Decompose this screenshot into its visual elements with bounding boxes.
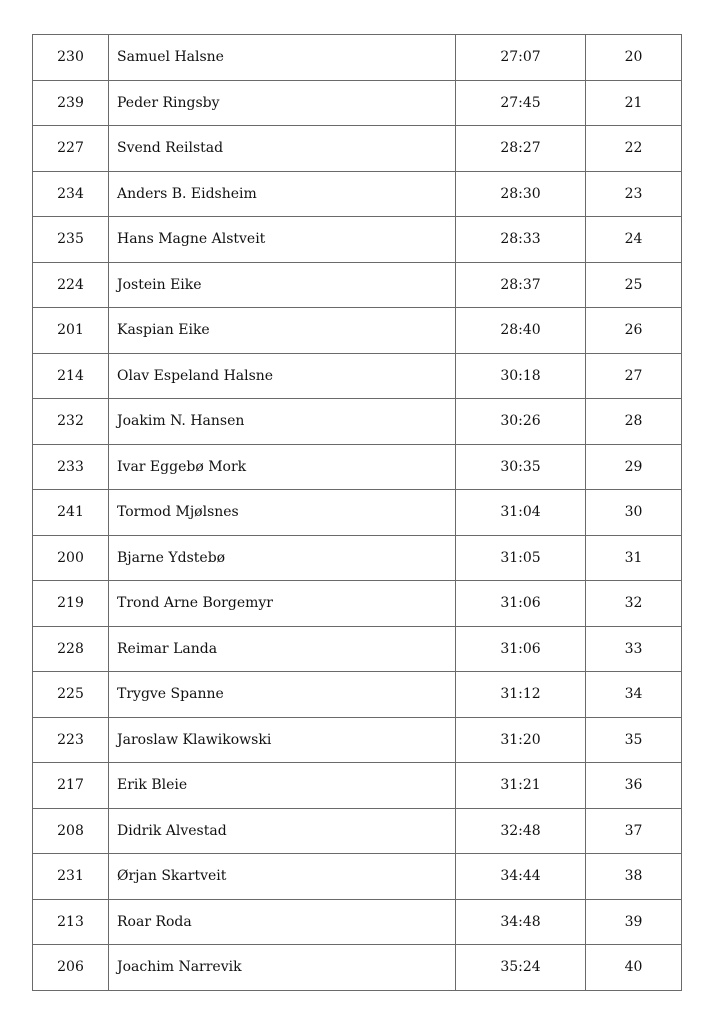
- finish-time-cell: 31:20: [456, 717, 586, 763]
- placement-cell: 30: [586, 490, 682, 536]
- athlete-name-cell: Tormod Mjølsnes: [109, 490, 456, 536]
- table-row: [33, 262, 682, 308]
- bib-number-cell: 225: [33, 672, 109, 718]
- athlete-name-cell: Anders B. Eidsheim: [109, 171, 456, 217]
- bib-number-cell: 213: [33, 899, 109, 945]
- bib-number-cell: 224: [33, 262, 109, 308]
- finish-time-cell: 28:33: [456, 217, 586, 263]
- placement-cell: 22: [586, 126, 682, 172]
- placement-cell: 24: [586, 217, 682, 263]
- finish-time-cell: 32:48: [456, 808, 586, 854]
- placement-cell: 39: [586, 899, 682, 945]
- bib-number-cell: 201: [33, 308, 109, 354]
- placement-cell: 20: [586, 35, 682, 81]
- table-row: [33, 35, 682, 81]
- bib-number-cell: 231: [33, 854, 109, 900]
- finish-time-cell: 34:48: [456, 899, 586, 945]
- finish-time-cell: 28:40: [456, 308, 586, 354]
- finish-time-cell: 31:21: [456, 763, 586, 809]
- table-row: [33, 535, 682, 581]
- table-row: [33, 171, 682, 217]
- bib-number-cell: 230: [33, 35, 109, 81]
- placement-cell: 28: [586, 399, 682, 445]
- placement-cell: 21: [586, 80, 682, 126]
- placement-cell: 37: [586, 808, 682, 854]
- results-body: [33, 35, 682, 991]
- placement-cell: 34: [586, 672, 682, 718]
- bib-number-cell: 241: [33, 490, 109, 536]
- bib-number-cell: 233: [33, 444, 109, 490]
- athlete-name-cell: Roar Roda: [109, 899, 456, 945]
- bib-number-cell: 223: [33, 717, 109, 763]
- table-row: [33, 581, 682, 627]
- athlete-name-cell: Erik Bleie: [109, 763, 456, 809]
- athlete-name-cell: Kaspian Eike: [109, 308, 456, 354]
- athlete-name-cell: Reimar Landa: [109, 626, 456, 672]
- placement-cell: 23: [586, 171, 682, 217]
- placement-cell: 26: [586, 308, 682, 354]
- placement-cell: 27: [586, 353, 682, 399]
- table-row: [33, 763, 682, 809]
- finish-time-cell: 34:44: [456, 854, 586, 900]
- athlete-name-cell: Trond Arne Borgemyr: [109, 581, 456, 627]
- finish-time-cell: 30:35: [456, 444, 586, 490]
- athlete-name-cell: Olav Espeland Halsne: [109, 353, 456, 399]
- athlete-name-cell: Didrik Alvestad: [109, 808, 456, 854]
- athlete-name-cell: Hans Magne Alstveit: [109, 217, 456, 263]
- placement-cell: 40: [586, 945, 682, 991]
- finish-time-cell: 31:05: [456, 535, 586, 581]
- athlete-name-cell: Joachim Narrevik: [109, 945, 456, 991]
- finish-time-cell: 35:24: [456, 945, 586, 991]
- table-row: [33, 626, 682, 672]
- athlete-name-cell: Ivar Eggebø Mork: [109, 444, 456, 490]
- athlete-name-cell: Peder Ringsby: [109, 80, 456, 126]
- finish-time-cell: 30:18: [456, 353, 586, 399]
- finish-time-cell: 30:26: [456, 399, 586, 445]
- table-row: [33, 444, 682, 490]
- bib-number-cell: 232: [33, 399, 109, 445]
- table-row: [33, 854, 682, 900]
- finish-time-cell: 28:30: [456, 171, 586, 217]
- athlete-name-cell: Svend Reilstad: [109, 126, 456, 172]
- bib-number-cell: 234: [33, 171, 109, 217]
- table-row: [33, 353, 682, 399]
- placement-cell: 35: [586, 717, 682, 763]
- table-row: [33, 308, 682, 354]
- table-row: [33, 899, 682, 945]
- placement-cell: 33: [586, 626, 682, 672]
- placement-cell: 25: [586, 262, 682, 308]
- table-row: [33, 717, 682, 763]
- table-row: [33, 945, 682, 991]
- finish-time-cell: 31:06: [456, 581, 586, 627]
- finish-time-cell: 31:04: [456, 490, 586, 536]
- athlete-name-cell: Trygve Spanne: [109, 672, 456, 718]
- athlete-name-cell: Samuel Halsne: [109, 35, 456, 81]
- table-row: [33, 490, 682, 536]
- bib-number-cell: 200: [33, 535, 109, 581]
- bib-number-cell: 239: [33, 80, 109, 126]
- results-table: [32, 34, 682, 991]
- bib-number-cell: 227: [33, 126, 109, 172]
- table-row: [33, 80, 682, 126]
- placement-cell: 31: [586, 535, 682, 581]
- bib-number-cell: 228: [33, 626, 109, 672]
- finish-time-cell: 31:06: [456, 626, 586, 672]
- table-row: [33, 808, 682, 854]
- placement-cell: 32: [586, 581, 682, 627]
- bib-number-cell: 206: [33, 945, 109, 991]
- bib-number-cell: 217: [33, 763, 109, 809]
- table-row: [33, 672, 682, 718]
- placement-cell: 36: [586, 763, 682, 809]
- athlete-name-cell: Bjarne Ydstebø: [109, 535, 456, 581]
- placement-cell: 38: [586, 854, 682, 900]
- athlete-name-cell: Jaroslaw Klawikowski: [109, 717, 456, 763]
- finish-time-cell: 28:27: [456, 126, 586, 172]
- table-row: [33, 399, 682, 445]
- athlete-name-cell: Ørjan Skartveit: [109, 854, 456, 900]
- athlete-name-cell: Jostein Eike: [109, 262, 456, 308]
- bib-number-cell: 235: [33, 217, 109, 263]
- finish-time-cell: 27:45: [456, 80, 586, 126]
- bib-number-cell: 219: [33, 581, 109, 627]
- finish-time-cell: 28:37: [456, 262, 586, 308]
- finish-time-cell: 31:12: [456, 672, 586, 718]
- placement-cell: 29: [586, 444, 682, 490]
- table-row: [33, 126, 682, 172]
- athlete-name-cell: Joakim N. Hansen: [109, 399, 456, 445]
- bib-number-cell: 208: [33, 808, 109, 854]
- table-row: [33, 217, 682, 263]
- finish-time-cell: 27:07: [456, 35, 586, 81]
- bib-number-cell: 214: [33, 353, 109, 399]
